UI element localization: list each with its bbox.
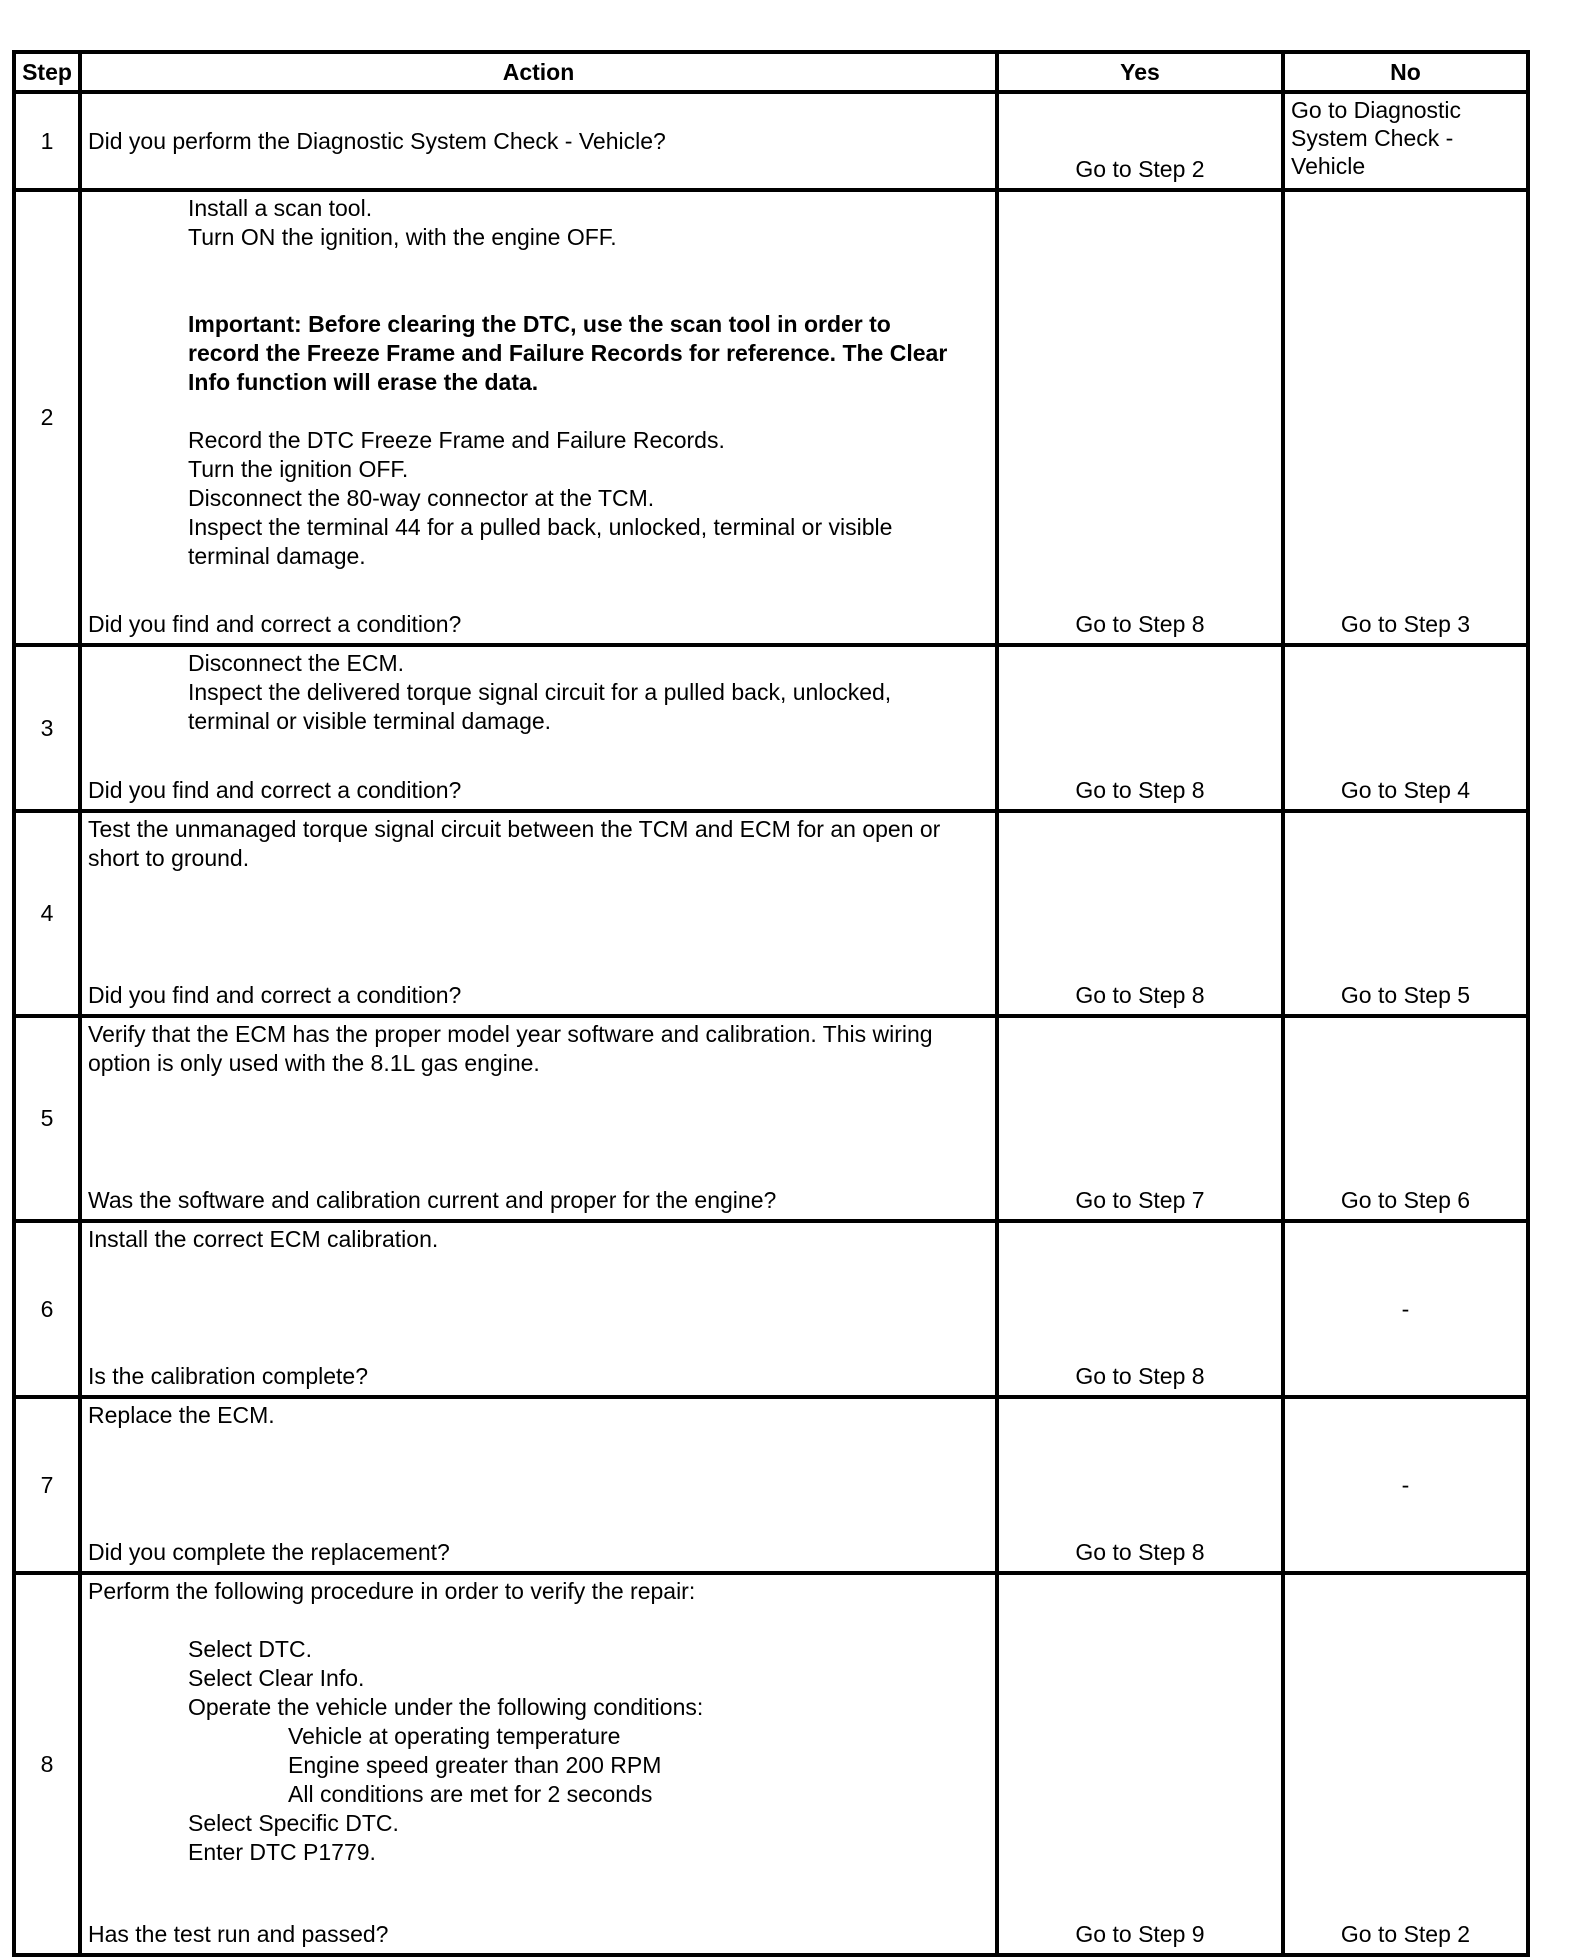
step-number: 3: [14, 645, 80, 811]
action-cell: [80, 92, 997, 190]
table-row: [14, 1397, 1528, 1573]
action-line: Install a scan tool.: [188, 195, 373, 221]
action-line: Record the DTC Freeze Frame and Failure Records.: [188, 427, 725, 453]
table-row: [14, 1016, 1528, 1221]
action-line: Operate the vehicle under the following conditions:: [188, 1694, 704, 1720]
yes-cell: Go to Step 8: [997, 1397, 1283, 1573]
step-number: 4: [14, 811, 80, 1016]
action-question: Did you find and correct a condition?: [88, 982, 462, 1008]
condition-line: All conditions are met for 2 seconds: [288, 1781, 653, 1807]
condition-line: Engine speed greater than 200 RPM: [288, 1752, 662, 1778]
action-text: Replace the ECM.: [88, 1402, 275, 1428]
no-cell: Go to Step 4: [1283, 645, 1528, 811]
important-note: Important: Before clearing the DTC, use the scan tool in order to record the Freeze Frame and Failure Records for reference. The Clear Info function will erase the data.: [188, 311, 948, 395]
action-text: Test the unmanaged torque signal circuit between the TCM and ECM for an open or short to ground.: [88, 816, 941, 871]
action-question: Did you find and correct a condition?: [88, 777, 462, 803]
step-number: 2: [14, 190, 80, 645]
diagnostic-table: [12, 50, 1530, 1957]
action-line: Disconnect the ECM.: [188, 650, 405, 676]
step-number: 5: [14, 1016, 80, 1221]
action-line: Select Specific DTC.: [188, 1810, 399, 1836]
action-cell: [80, 1573, 997, 1955]
table-row: [14, 1573, 1528, 1955]
no-cell: Go to Step 6: [1283, 1016, 1528, 1221]
action-line: Select Clear Info.: [188, 1665, 365, 1691]
yes-cell: Go to Step 7: [997, 1016, 1283, 1221]
action-text: Install the correct ECM calibration.: [88, 1226, 439, 1252]
action-question: Was the software and calibration current and proper for the engine?: [88, 1187, 777, 1213]
action-question: Is the calibration complete?: [88, 1363, 368, 1389]
header-step: Step: [14, 52, 80, 92]
no-cell: Go to Step 5: [1283, 811, 1528, 1016]
yes-cell: Go to Step 8: [997, 190, 1283, 645]
no-cell: -: [1283, 1397, 1528, 1573]
yes-cell: Go to Step 9: [997, 1573, 1283, 1955]
table-row: [14, 811, 1528, 1016]
no-cell: Go to Diagnostic System Check - Vehicle: [1283, 92, 1528, 190]
action-text: Perform the following procedure in order to verify the repair:: [88, 1578, 696, 1604]
action-line: Enter DTC P1779.: [188, 1839, 376, 1865]
header-row: [14, 52, 1528, 92]
step-number: 6: [14, 1221, 80, 1397]
yes-cell: Go to Step 8: [997, 811, 1283, 1016]
action-line: Inspect the terminal 44 for a pulled back, unlocked, terminal or visible terminal damage.: [188, 514, 893, 569]
no-cell: Go to Step 2: [1283, 1573, 1528, 1955]
action-question: Did you perform the Diagnostic System Check - Vehicle?: [88, 127, 666, 154]
action-line: Disconnect the 80-way connector at the TCM.: [188, 485, 655, 511]
action-cell: [80, 645, 997, 811]
no-cell: -: [1283, 1221, 1528, 1397]
action-text: Verify that the ECM has the proper model year software and calibration. This wiring option is only used with the 8.1L gas engine.: [88, 1021, 933, 1076]
action-cell: [80, 1397, 997, 1573]
table-row: [14, 190, 1528, 645]
no-cell: Go to Step 3: [1283, 190, 1528, 645]
action-question: Has the test run and passed?: [88, 1921, 389, 1947]
action-line: Inspect the delivered torque signal circuit for a pulled back, unlocked, terminal or visible terminal damage.: [188, 679, 892, 734]
action-line: Turn ON the ignition, with the engine OFF.: [188, 224, 617, 250]
action-cell: [80, 811, 997, 1016]
step-number: 1: [14, 92, 80, 190]
action-question: Did you find and correct a condition?: [88, 611, 462, 637]
table-row: [14, 92, 1528, 190]
action-cell: [80, 190, 997, 645]
action-cell: [80, 1016, 997, 1221]
header-action: Action: [80, 52, 997, 92]
action-line: Select DTC.: [188, 1636, 312, 1662]
table-row: [14, 645, 1528, 811]
step-number: 8: [14, 1573, 80, 1955]
yes-cell: Go to Step 8: [997, 1221, 1283, 1397]
header-no: No: [1283, 52, 1528, 92]
yes-cell: Go to Step 2: [997, 92, 1283, 190]
condition-line: Vehicle at operating temperature: [288, 1723, 621, 1749]
step-number: 7: [14, 1397, 80, 1573]
action-question: Did you complete the replacement?: [88, 1539, 450, 1565]
yes-cell: Go to Step 8: [997, 645, 1283, 811]
action-line: Turn the ignition OFF.: [188, 456, 409, 482]
action-cell: [80, 1221, 997, 1397]
header-yes: Yes: [997, 52, 1283, 92]
table-row: [14, 1221, 1528, 1397]
